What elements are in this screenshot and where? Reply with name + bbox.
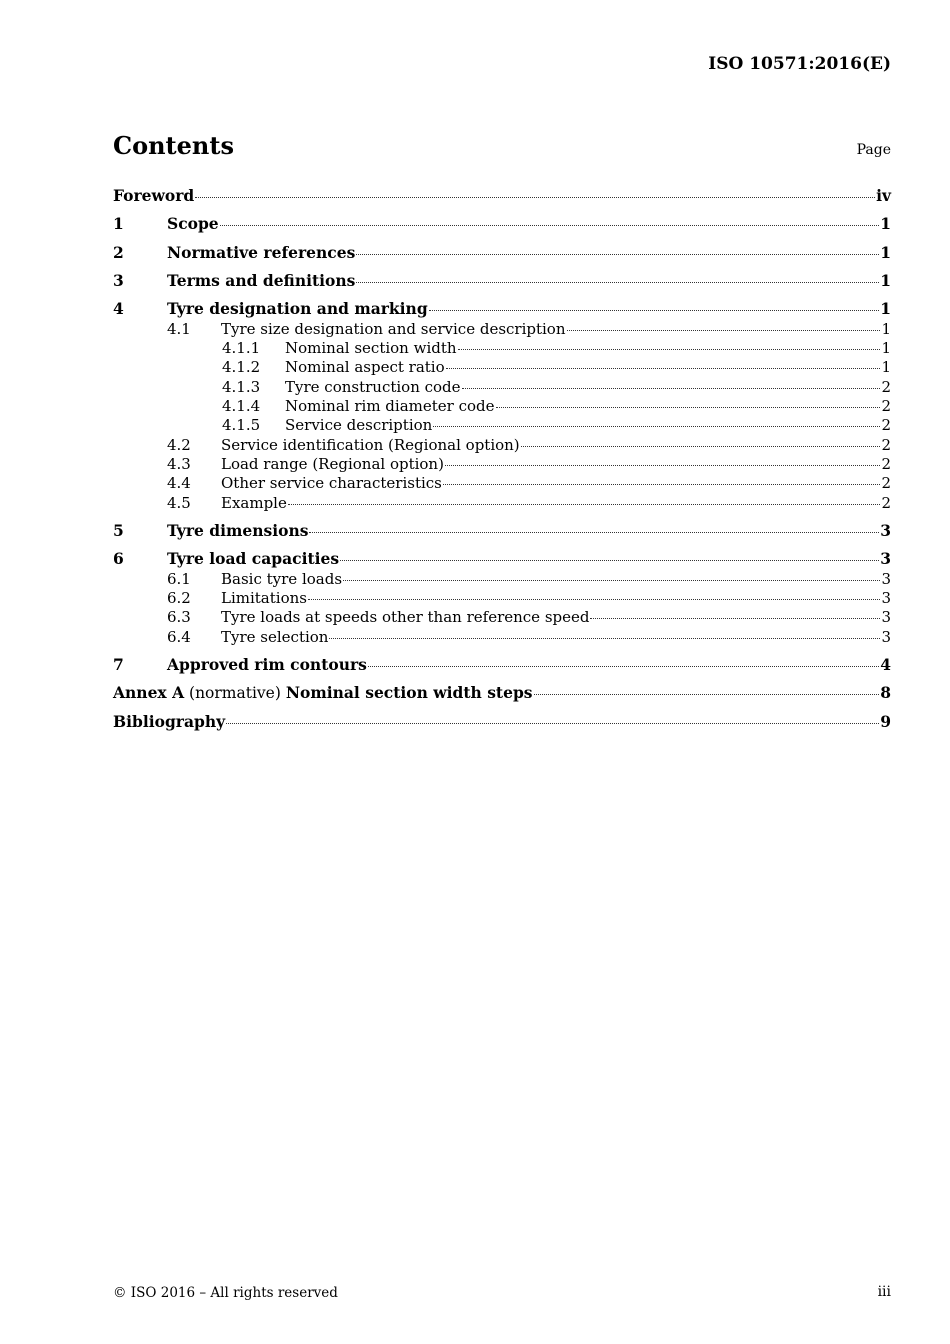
toc-entry[interactable] — [113, 588, 891, 608]
dot-leader — [429, 310, 880, 311]
toc-entry-page: 2 — [881, 494, 891, 512]
toc-entry-title-text: Tyre dimensions — [167, 521, 309, 540]
toc-entry-title — [285, 415, 432, 435]
toc-entry[interactable] — [113, 214, 891, 234]
toc-entry-title — [167, 655, 367, 675]
toc-entry-title — [113, 712, 225, 732]
document-id: ISO 10571:2016(E) — [708, 54, 891, 74]
toc-entry-title — [167, 521, 308, 541]
toc-entry-page: 4 — [880, 655, 891, 674]
toc-entry[interactable] — [113, 338, 891, 358]
toc-entry-number: 4.1.1 — [222, 339, 261, 357]
toc-entry-title — [167, 299, 428, 319]
toc-entry-title — [221, 473, 442, 493]
toc-entry[interactable] — [113, 186, 891, 206]
dot-leader — [458, 349, 881, 350]
toc-entry-page: 2 — [881, 474, 891, 492]
toc-entry[interactable] — [113, 521, 891, 541]
toc-entry-title — [221, 569, 342, 589]
toc-entry-number: 4.1.2 — [222, 358, 261, 376]
toc-entry-page: 2 — [881, 416, 891, 434]
dot-leader — [288, 504, 881, 505]
toc-entry-number: 4.1.4 — [222, 397, 261, 415]
page-number: iii — [877, 1284, 891, 1300]
toc-entry-page: 1 — [880, 299, 891, 318]
toc-entry-number: 4.5 — [167, 494, 191, 512]
toc-entry-title-text: Tyre designation and marking — [167, 299, 428, 318]
toc-entry[interactable] — [113, 396, 891, 416]
dot-leader — [590, 618, 880, 619]
toc-entry-number: 6.1 — [167, 570, 191, 588]
toc-entry-title-text: Other service characteristics — [221, 474, 442, 492]
toc-entry-number: 3 — [113, 271, 124, 290]
toc-entry-title-tail: Nominal section width steps — [285, 683, 533, 702]
toc-entry-title — [113, 186, 194, 206]
dot-leader — [340, 560, 879, 561]
toc-entry[interactable] — [113, 712, 891, 732]
toc-entry[interactable] — [113, 435, 891, 455]
toc-entry-title — [221, 607, 589, 627]
toc-entry-page: 3 — [881, 628, 891, 646]
toc-entry-title-text: Nominal section width — [285, 339, 457, 357]
toc-entry[interactable] — [113, 655, 891, 675]
toc-entry-title-text: Normative references — [167, 243, 356, 262]
toc-entry-title-text: Tyre selection — [221, 628, 329, 646]
toc-entry-title-qualifier: (normative) — [184, 684, 286, 702]
toc-entry-page: 1 — [881, 339, 891, 357]
toc-entry-number: 2 — [113, 243, 124, 262]
toc-entry-number: 7 — [113, 655, 124, 674]
toc-entry-title-text: Service identification (Regional option) — [221, 436, 520, 454]
copyright-notice: © ISO 2016 – All rights reserved — [113, 1285, 338, 1301]
toc-entry-title-text: Approved rim contours — [167, 655, 367, 674]
toc-entry-title — [167, 214, 219, 234]
toc-entry-number: 6.4 — [167, 628, 191, 646]
toc-entry-page: 9 — [880, 712, 891, 731]
dot-leader — [368, 666, 879, 667]
toc-entry-title-text: Terms and definitions — [167, 271, 356, 290]
contents-heading: Contents — [113, 131, 234, 160]
toc-entry[interactable] — [113, 299, 891, 319]
toc-entry-title-text: Annex A — [113, 683, 185, 702]
toc-entry[interactable] — [113, 683, 891, 703]
toc-entry-page: 1 — [880, 243, 891, 262]
dot-leader — [195, 197, 875, 198]
toc-entry-number: 4.1.5 — [222, 416, 261, 434]
toc-entry-page: 8 — [880, 683, 891, 702]
dot-leader — [356, 282, 879, 283]
toc-entry[interactable] — [113, 627, 891, 647]
dot-leader — [226, 723, 879, 724]
toc-entry-title — [221, 319, 566, 339]
toc-entry-page: 2 — [881, 436, 891, 454]
toc-entry-title — [221, 454, 444, 474]
toc-entry-page: 3 — [881, 589, 891, 607]
toc-entry-page: iv — [876, 186, 891, 205]
toc-entry-title-text: Scope — [167, 214, 219, 233]
toc-entry-title-text: Foreword — [113, 186, 195, 205]
dot-leader — [496, 407, 881, 408]
toc-entry-number: 6 — [113, 549, 124, 568]
toc-entry-number: 4.4 — [167, 474, 191, 492]
dot-leader — [443, 484, 881, 485]
toc-entry[interactable] — [113, 357, 891, 377]
toc-entry-title-text: Limitations — [221, 589, 307, 607]
dot-leader — [567, 330, 881, 331]
toc-entry[interactable] — [113, 493, 891, 513]
toc-entry-title-text: Example — [221, 494, 287, 512]
toc-entry-title-text: Basic tyre loads — [221, 570, 343, 588]
toc-entry-page: 3 — [881, 570, 891, 588]
dot-leader — [309, 532, 879, 533]
dot-leader — [445, 465, 881, 466]
toc-entry[interactable] — [113, 377, 891, 397]
toc-entry-number: 6.3 — [167, 608, 191, 626]
toc-entry-title — [221, 627, 328, 647]
toc-entry-title — [285, 338, 457, 358]
toc-entry[interactable] — [113, 319, 891, 339]
dot-leader — [446, 368, 881, 369]
toc-entry-number: 4.3 — [167, 455, 191, 473]
toc-entry-title — [285, 396, 495, 416]
toc-entry-number: 4.1 — [167, 320, 191, 338]
toc-entry-title — [113, 683, 533, 703]
dot-leader — [462, 388, 881, 389]
toc-entry[interactable] — [113, 473, 891, 493]
toc-entry-page: 2 — [881, 455, 891, 473]
toc-entry-title-text: Service description — [285, 416, 433, 434]
toc-entry-title-text: Tyre construction code — [285, 378, 461, 396]
dot-leader — [308, 599, 880, 600]
toc-entry[interactable] — [113, 454, 891, 474]
toc-entry-page: 3 — [881, 608, 891, 626]
dot-leader — [329, 638, 880, 639]
dot-leader — [433, 426, 880, 427]
toc-entry-number: 4.1.3 — [222, 378, 261, 396]
toc-entry-page: 2 — [881, 378, 891, 396]
dot-leader — [356, 254, 879, 255]
toc-entry-page: 3 — [880, 521, 891, 540]
toc-entry-title-text: Bibliography — [113, 712, 226, 731]
toc-entry[interactable] — [113, 415, 891, 435]
toc-entry-title-text: Tyre size designation and service description — [221, 320, 566, 338]
toc-entry-page: 1 — [880, 214, 891, 233]
toc-entry-number: 6.2 — [167, 589, 191, 607]
dot-leader — [343, 580, 880, 581]
toc-entry-title-text: Load range (Regional option) — [221, 455, 444, 473]
toc-entry-number: 5 — [113, 521, 124, 540]
dot-leader — [220, 225, 880, 226]
toc-entry-number: 1 — [113, 214, 124, 233]
toc-entry-title — [167, 243, 355, 263]
toc-entry-title — [221, 493, 287, 513]
dot-leader — [521, 446, 881, 447]
toc-entry-title — [285, 377, 461, 397]
toc-entry-title — [167, 549, 339, 569]
toc-entry-number: 4.2 — [167, 436, 191, 454]
toc-entry-title — [285, 357, 445, 377]
toc-entry-title-text: Nominal aspect ratio — [285, 358, 445, 376]
toc-entry-page: 2 — [881, 397, 891, 415]
toc-entry-number: 4 — [113, 299, 124, 318]
toc-entry[interactable] — [113, 271, 891, 291]
toc-entry-page: 1 — [880, 271, 891, 290]
dot-leader — [534, 694, 880, 695]
toc-entry[interactable] — [113, 607, 891, 627]
toc-entry-page: 3 — [880, 549, 891, 568]
toc-entry[interactable] — [113, 243, 891, 263]
toc-entry[interactable] — [113, 549, 891, 569]
toc-entry-title — [221, 588, 307, 608]
toc-entry-title — [167, 271, 355, 291]
toc-entry-title-text: Nominal rim diameter code — [285, 397, 495, 415]
toc-entry[interactable] — [113, 569, 891, 589]
toc-entry-title-text: Tyre load capacities — [167, 549, 340, 568]
toc-entry-title-text: Tyre loads at speeds other than reference speed — [221, 608, 590, 626]
page-column-label: Page — [856, 142, 891, 158]
toc-entry-title — [221, 435, 520, 455]
toc-entry-page: 1 — [881, 358, 891, 376]
toc-entry-page: 1 — [881, 320, 891, 338]
